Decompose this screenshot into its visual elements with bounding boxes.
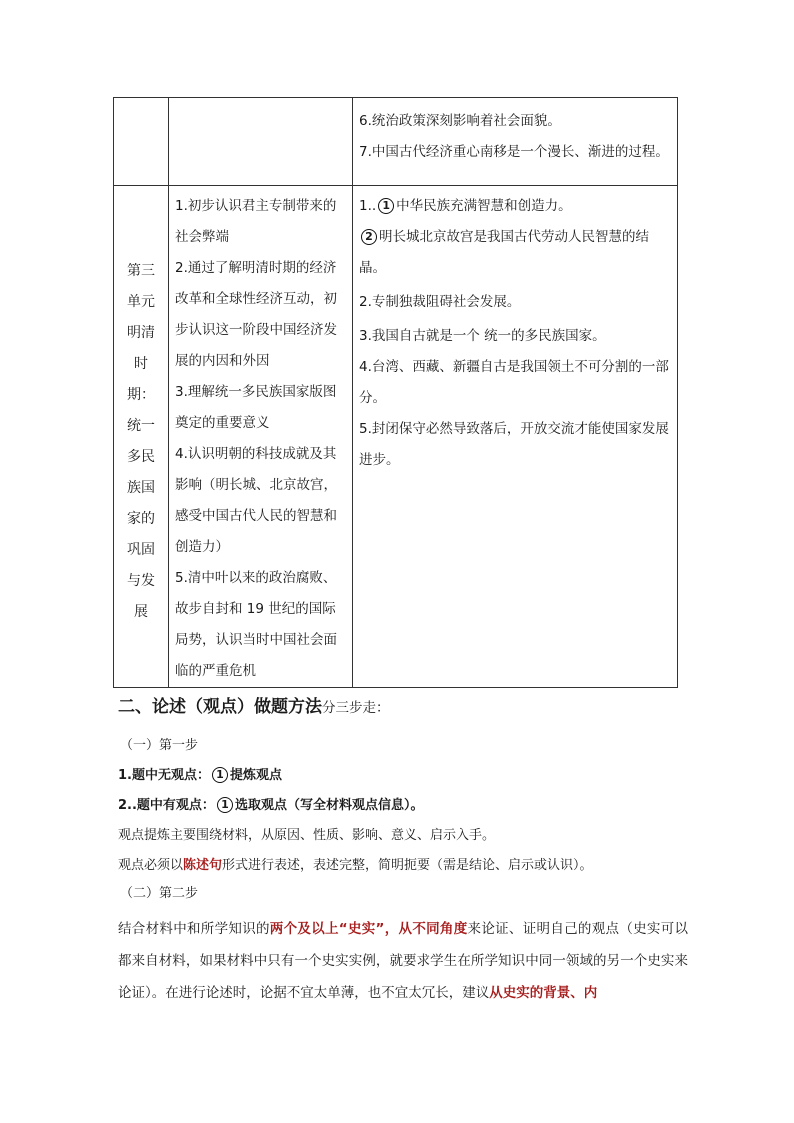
goal-item: 3.理解统一多民族国家版图奠定的重要意义 — [175, 384, 337, 431]
goals-cell — [169, 98, 353, 186]
view-item: 5.封闭保守必然导致落后，开放交流才能使国家发展进步。 — [359, 421, 669, 468]
circled-number-icon: 1 — [217, 797, 233, 813]
view-item: 3.我国自古就是一个 统一的多民族国家。 — [359, 328, 606, 344]
goal-item: 1.初步认识君主专制带来的社会弊端 — [175, 198, 337, 245]
step-item: 1.题中无观点： 1 提炼观点 — [118, 768, 282, 783]
unit-title-cell — [114, 98, 169, 186]
circled-number-icon: 1 — [212, 767, 228, 783]
views-cell — [353, 186, 678, 688]
body-line: 观点必须以陈述句形式进行表述，表述完整，简明扼要（需是结论、启示或认识）。 — [118, 858, 593, 873]
method-section — [118, 694, 688, 1009]
goal-item: 5.清中叶以来的政治腐败、故步自封和 19 世纪的国际局势，认识当时中国社会面临的严重危机 — [175, 570, 337, 679]
view-item: 2 明长城北京故宫是我国古代劳动人民智慧的结晶。 — [359, 229, 649, 276]
body-line: 观点提炼主要围绕材料，从原因、性质、影响、意义、启示入手。 — [118, 828, 496, 843]
step-label: （一）第一步 — [120, 738, 199, 753]
step-item: 2..题中有观点： 1 选取观点（写全材料观点信息）。 — [118, 798, 424, 813]
circled-number-icon: 2 — [361, 229, 377, 245]
goal-item: 2.通过了解明清时期的经济改革和全球性经济互动，初步认识这一阶段中国经济发展的内因和外因 — [175, 260, 337, 369]
circled-number-icon: 1 — [378, 198, 394, 214]
views-cell — [353, 98, 678, 186]
unit-title-cell — [114, 186, 169, 688]
section-heading: 二、论述（观点）做题方法分三步走： — [118, 697, 390, 717]
view-item: 2.专制独裁阻碍社会发展。 — [359, 294, 521, 310]
view-item: 4.台湾、西藏、新疆自古是我国领土不可分割的一部分。 — [359, 359, 669, 406]
goal-item: 4.认识明朝的科技成就及其影响（明长城、北京故宫，感受中国古代人民的智慧和创造力） — [175, 446, 337, 555]
table-row — [114, 98, 678, 186]
body-paragraph: 结合材料中和所学知识的两个及以上“史实”，从不同角度来论证、证明自己的观点（史实可以都来自材料，如果材料中只有一个史实实例，就要求学生在所学知识中同一领域的另一个史实来论证）。在进行论述时，论据不宜太单薄，也不宜太冗长，建议从史实的背景、内 — [118, 921, 689, 1001]
view-item: 7.中国古代经济重心南移是一个漫长、渐进的过程。 — [359, 144, 669, 160]
view-item: 6.统治政策深刻影响着社会面貌。 — [359, 113, 561, 129]
view-item: 1.. 1 中华民族充满智慧和创造力。 — [359, 198, 572, 214]
table-row — [114, 186, 678, 688]
unit-table — [113, 97, 678, 688]
unit-title: 第三单元明清时期：统一多民族国家的巩固与发展 — [127, 263, 155, 620]
goals-cell — [169, 186, 353, 688]
step-label: （二）第二步 — [120, 886, 199, 901]
